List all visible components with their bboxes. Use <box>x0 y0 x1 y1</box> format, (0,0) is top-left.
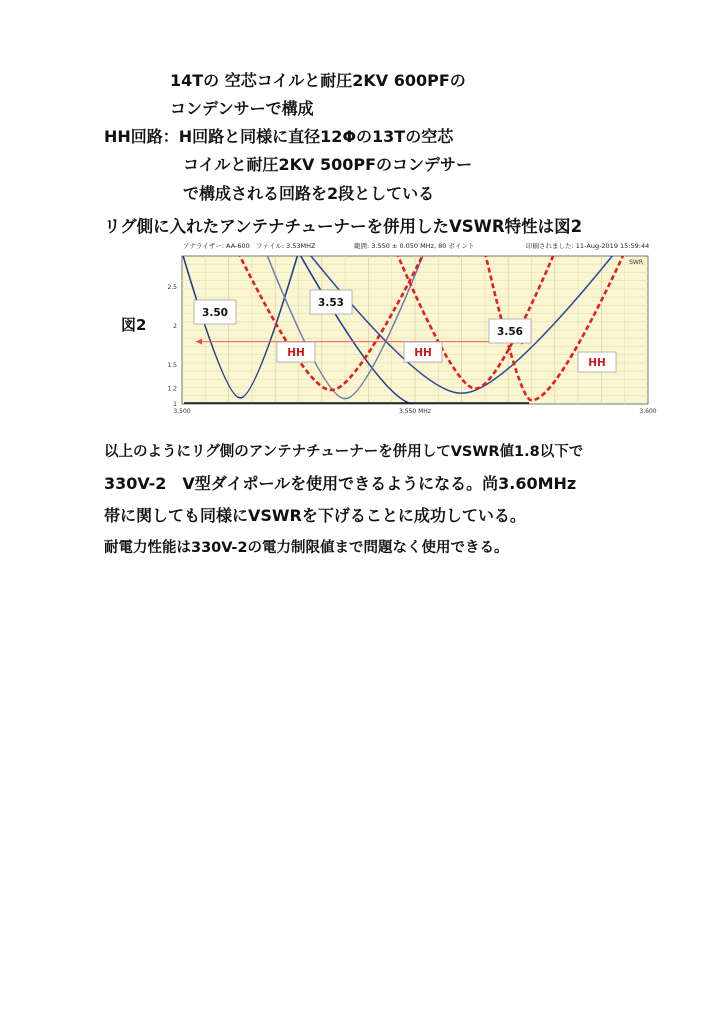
legend-label: SWR <box>629 259 643 266</box>
y-tick-label: 1.5 <box>167 362 177 370</box>
body-line-4: 耐電力性能は330V-2の電力制限値まで問題なく使用できる。 <box>104 540 509 556</box>
vswr-chart <box>160 248 657 422</box>
hh-label: HH <box>287 347 305 359</box>
text-line-4: コイルと耐圧2KV 500PFのコンデサー <box>183 155 473 174</box>
analyzer-file-text: ファイル: 3.53MHZ <box>255 242 316 250</box>
body-line-3: 帯に関しても同様にVSWRを下げることに成功している。 <box>104 506 526 525</box>
y-tick-label: 2.5 <box>167 284 177 292</box>
text-line-3: HH回路：H回路と同様に直径12Φの13Tの空芯 <box>104 127 454 146</box>
y-tick-label: 2 <box>173 323 177 331</box>
analyzer-range: 範囲: 3.550 ± 0.050 MHz, 80 ポイント <box>354 242 475 250</box>
text-line-2: コンデンサーで構成 <box>170 99 314 118</box>
body-line-2: 330V-2 V型ダイポールを使用できるようになる。尚3.60MHz <box>104 474 577 493</box>
body-line-1: 以上のようにリグ側のアンテナチューナーを併用してVSWR値1.8以下で <box>104 444 584 460</box>
frequency-callout: 3.56 <box>497 326 523 338</box>
text-line-5: で構成される回路を2段としている <box>183 184 435 203</box>
figure-label: 図2 <box>121 316 147 334</box>
x-tick-label: 3.500 <box>173 408 191 415</box>
hh-label: HH <box>588 357 606 369</box>
x-tick-label: 3.550 MHz <box>399 408 431 415</box>
y-tick-label: 1 <box>173 401 177 408</box>
y-tick-label: 1.2 <box>167 385 177 393</box>
analyzer-device-text: アナライザー: AA-600 <box>183 242 250 250</box>
text-line-1: 14Tの 空芯コイルと耐圧2KV 600PFの <box>170 71 466 90</box>
frequency-callout: 3.53 <box>318 297 344 309</box>
analyzer-printed: 印刷されました: 11-Aug-2019 15:59:44 <box>526 242 650 250</box>
figure-caption-line: リグ側に入れたアンテナチューナーを併用したVSWR特性は図2 <box>104 217 583 236</box>
frequency-callout: 3.50 <box>202 307 228 319</box>
x-tick-label: 3.600 <box>639 408 657 415</box>
hh-label: HH <box>414 347 432 359</box>
